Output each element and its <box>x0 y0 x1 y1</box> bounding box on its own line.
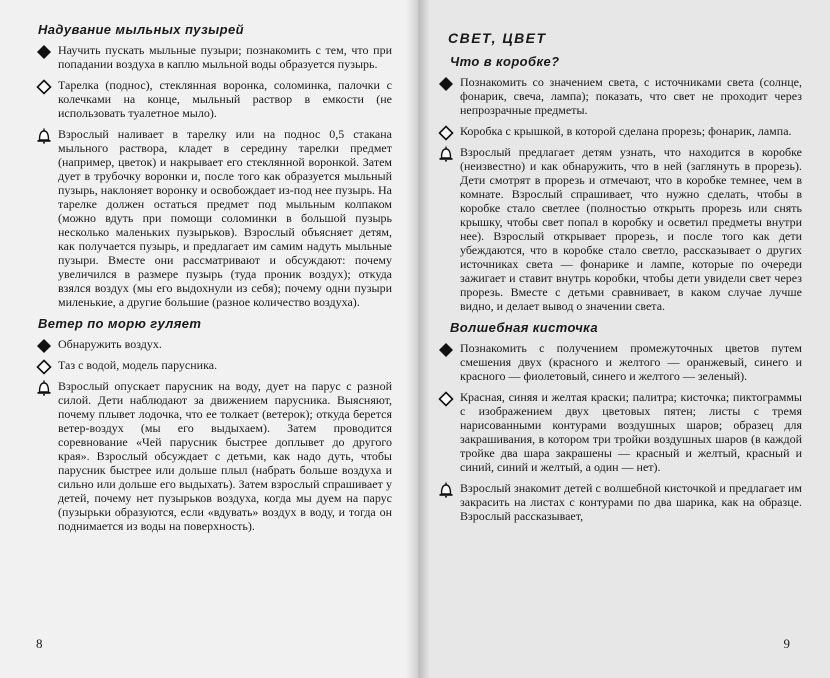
block-text: Взрослый предлагает детям узнать, что находится в коробке (неизвестно) и как обнаружить, что в ней (заглянуть в прорезь). Дети смотрят в прорезь и отмечают, что в коробке темнее, чем в комнате. Взрослый спрашивает, что нужно сделать, чтобы в коробке стало светлее (полностью открыть прорезь или снять крышку, чтобы свет попал в коробку и осветил предметы внутри нее). Взрослый открывает прорезь, и после того как дети убеждаются, что в коробке стало светло, рассказывает о других источниках света — фонарике и лампе, которые по очереди зажигает и ставит внутрь коробки, чтобы дети увидели свет через прорезь. Вместе с детьми сравнивает, в каком случае лучше видно, и делает вывод о значении света. <box>460 145 802 313</box>
materials-block <box>36 78 392 120</box>
section-title: Волшебная кисточка <box>450 320 598 335</box>
goal-block <box>36 337 392 351</box>
book-gutter-shadow <box>406 0 430 678</box>
procedure-block <box>438 145 802 313</box>
right-page <box>418 0 830 678</box>
block-text: Взрослый знакомит детей с волшебной кисточкой и предлагает им закрасить на листах с контурами по два шарика, как на образце. Взрослый рассказывает, <box>460 481 802 523</box>
goal-block <box>438 75 802 117</box>
chapter-title: СВЕТ, ЦВЕТ <box>448 30 547 46</box>
materials-block <box>438 124 802 138</box>
section-magic-brush <box>438 320 802 523</box>
block-text: Таз с водой, модель парусника. <box>58 358 218 372</box>
block-text: Взрослый опускает парусник на воду, дует на парус с разной силой. Дети наблюдают за движением парусника. Выясняют, почему плывет лодочка, что ее толкает (ветерок); откуда берется ветер-воздух (мы его выдыхаем). Затем проводится соревнование «Чей парусник быстрее доплывет до другого края». Взрослый обсуждает с детьми, как надо дуть, чтобы парусник быстрее или дольше плыл (набрать больше воздуха и сильно или дольше его выдыхать). Затем взрослый спрашивает у детей, почему нет пузырьков воздуха, когда мы дуем на парус (пузырьки образуются, если «вдувать» воздух в воду, и тогда он поднимается из воды на поверхность). <box>58 379 392 533</box>
section-soap-bubbles <box>36 22 392 309</box>
procedure-block <box>36 379 392 533</box>
block-text: Красная, синяя и желтая краски; палитра; кисточка; пиктограммы с изображением двух цветовых пятен; листы с тремя нарисованными контурами воздушных шаров; образец для закрашивания, в котором три тройки воздушных шаров (в каждой тройке два шара закрашены — красный и желтый, красный и синий, синий и желтый, а один — нет). <box>460 390 802 474</box>
procedure-block <box>36 127 392 309</box>
section-title: Ветер по морю гуляет <box>38 316 202 331</box>
block-text: Взрослый наливает в тарелку или на поднос 0,5 стакана мыльного раствора, кладет в середину тарелки предмет (например, цветок) и накрывает его стеклянной воронкой. Затем дует в трубочку воронки и, после того как образуется мыльный пузырь, наклоняет воронку и освобождает из-под нее пузырь. На тарелке должен остаться предмет под мыльным колпаком (можно вдуть при помощи соломинки в большой пузырь несколько маленьких пузырьков). Взрослый объясняет детям, как получается пузырь, и предлагает им самим надуть мыльные пузыри. Вместе они рассматривают и обсуждают: почему увеличился в размере пузырь (туда проник воздух); откуда взялся воздух (мы его выдохнули из себя); почему одни пузыри миленькие, а другие большие (разное количество воздуха). <box>58 127 392 309</box>
bell-icon <box>36 128 52 144</box>
bell-icon <box>438 146 454 162</box>
page-number: 8 <box>36 636 43 651</box>
section-whats-in-box <box>438 54 802 313</box>
diamond-filled-icon <box>36 338 52 354</box>
block-text: Познакомить со значением света, с источниками света (солнце, фонарик, свеча, лампа); показать, что свет не проходит через непрозрачные предметы. <box>460 75 802 117</box>
block-text: Научить пускать мыльные пузыри; познакомить с тем, что при попадании воздуха в каплю мыльной воды образуется пузырь. <box>58 43 392 71</box>
diamond-filled-icon <box>438 342 454 358</box>
section-wind <box>36 316 392 533</box>
materials-block <box>438 390 802 474</box>
block-text: Тарелка (поднос), стеклянная воронка, соломинка, палочки с колечками на конце, мыльный раствор в емкости (не использовать туалетное мыло). <box>58 78 392 120</box>
procedure-block <box>438 481 802 523</box>
diamond-outline-icon <box>36 359 52 375</box>
diamond-outline-icon <box>438 125 454 141</box>
bell-icon <box>36 380 52 396</box>
diamond-filled-icon <box>438 76 454 92</box>
block-text: Коробка с крышкой, в которой сделана прорезь; фонарик, лампа. <box>460 124 792 138</box>
section-title: Что в коробке? <box>450 54 560 69</box>
goal-block <box>36 43 392 71</box>
diamond-filled-icon <box>36 44 52 60</box>
materials-block <box>36 358 392 372</box>
diamond-outline-icon <box>36 79 52 95</box>
block-text: Обнаружить воздух. <box>58 337 162 351</box>
section-title: Надувание мыльных пузырей <box>38 22 244 37</box>
bell-icon <box>438 482 454 498</box>
page-number: 9 <box>783 636 790 651</box>
goal-block <box>438 341 802 383</box>
block-text: Познакомить с получением промежуточных цветов путем смешения двух (красного и желтого — оранжевый, синего и красного — фиолетовый, синего и желтого — зеленый). <box>460 341 802 383</box>
diamond-outline-icon <box>438 391 454 407</box>
